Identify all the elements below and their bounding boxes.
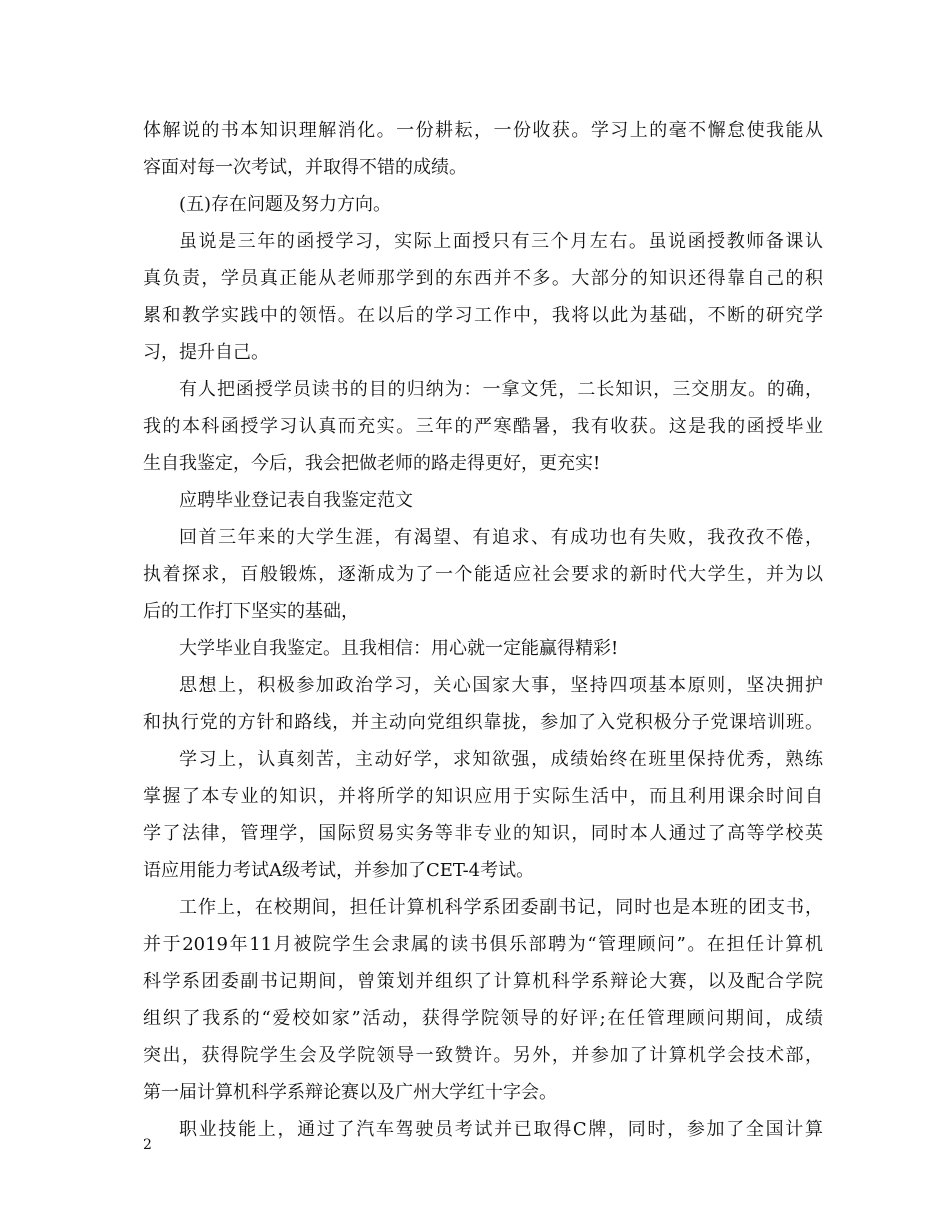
text-line: 生自我鉴定，今后，我会把做老师的路走得更好，更充实! — [143, 453, 601, 474]
text-line: 掌握了本专业的知识，并将所学的知识应用于实际生活中，而且利用课余时间自 — [143, 786, 823, 807]
body-text — [143, 112, 823, 1148]
text-line: 工作上，在校期间，担任计算机科学系团委副书记，同时也是本班的团支书， — [179, 897, 823, 918]
text-line: 执着探求，百般锻炼，逐渐成为了一个能适应社会要求的新时代大学生，并为以 — [143, 564, 823, 585]
text-line: 科学系团委副书记期间，曾策划并组织了计算机科学系辩论大赛，以及配合学院 — [143, 971, 823, 992]
text-line: 并于2019年11月被院学生会隶属的读书俱乐部聘为“管理顾问”。在担任计算机 — [143, 934, 823, 955]
text-line: 体解说的书本知识理解消化。一份耕耘，一份收获。学习上的毫不懈怠使我能从 — [143, 120, 823, 141]
text-line: 回首三年来的大学生涯，有渴望、有追求、有成功也有失败，我孜孜不倦， — [179, 527, 823, 548]
text-line: 组织了我系的“爱校如家”活动，获得学院领导的好评;在任管理顾问期间，成绩 — [143, 1008, 823, 1029]
text-line: 应聘毕业登记表自我鉴定范文 — [179, 490, 413, 511]
text-line: 我的本科函授学习认真而充实。三年的严寒酷暑，我有收获。这是我的函授毕业 — [143, 416, 823, 437]
text-line: 真负责，学员真正能从老师那学到的东西并不多。大部分的知识还得靠自己的积 — [143, 268, 823, 289]
text-line: (五)存在问题及努力方向。 — [179, 194, 392, 215]
text-line: 语应用能力考试A级考试，并参加了CET-4考试。 — [143, 860, 535, 881]
text-line: 习，提升自己。 — [143, 342, 269, 363]
text-line: 容面对每一次考试，并取得不错的成绩。 — [143, 157, 467, 178]
text-line: 有人把函授学员读书的目的归纳为：一拿文凭，二长知识，三交朋友。的确， — [179, 379, 823, 400]
text-line: 累和教学实践中的领悟。在以后的学习工作中，我将以此为基础，不断的研究学 — [143, 305, 823, 326]
text-line: 第一届计算机科学系辩论赛以及广州大学红十字会。 — [143, 1082, 557, 1103]
text-line: 职业技能上，通过了汽车驾驶员考试并已取得C牌，同时，参加了全国计算 — [179, 1119, 823, 1140]
page-number: 2 — [143, 1137, 152, 1153]
text-line: 虽说是三年的函授学习，实际上面授只有三个月左右。虽说函授教师备课认 — [179, 231, 823, 252]
text-line: 后的工作打下坚实的基础， — [143, 601, 359, 622]
text-line: 学了法律，管理学，国际贸易实务等非专业的知识，同时本人通过了高等学校英 — [143, 823, 823, 844]
text-line: 大学毕业自我鉴定。且我相信：用心就一定能赢得精彩! — [179, 638, 619, 659]
text-line: 和执行党的方针和路线，并主动向党组织靠拢，参加了入党积极分子党课培训班。 — [143, 712, 823, 733]
text-line: 思想上，积极参加政治学习，关心国家大事，坚持四项基本原则，坚决拥护 — [179, 675, 823, 696]
text-line: 突出，获得院学生会及学院领导一致赞许。另外，并参加了计算机学会技术部， — [143, 1045, 823, 1066]
text-line: 学习上，认真刻苦，主动好学，求知欲强，成绩始终在班里保持优秀，熟练 — [179, 749, 823, 770]
